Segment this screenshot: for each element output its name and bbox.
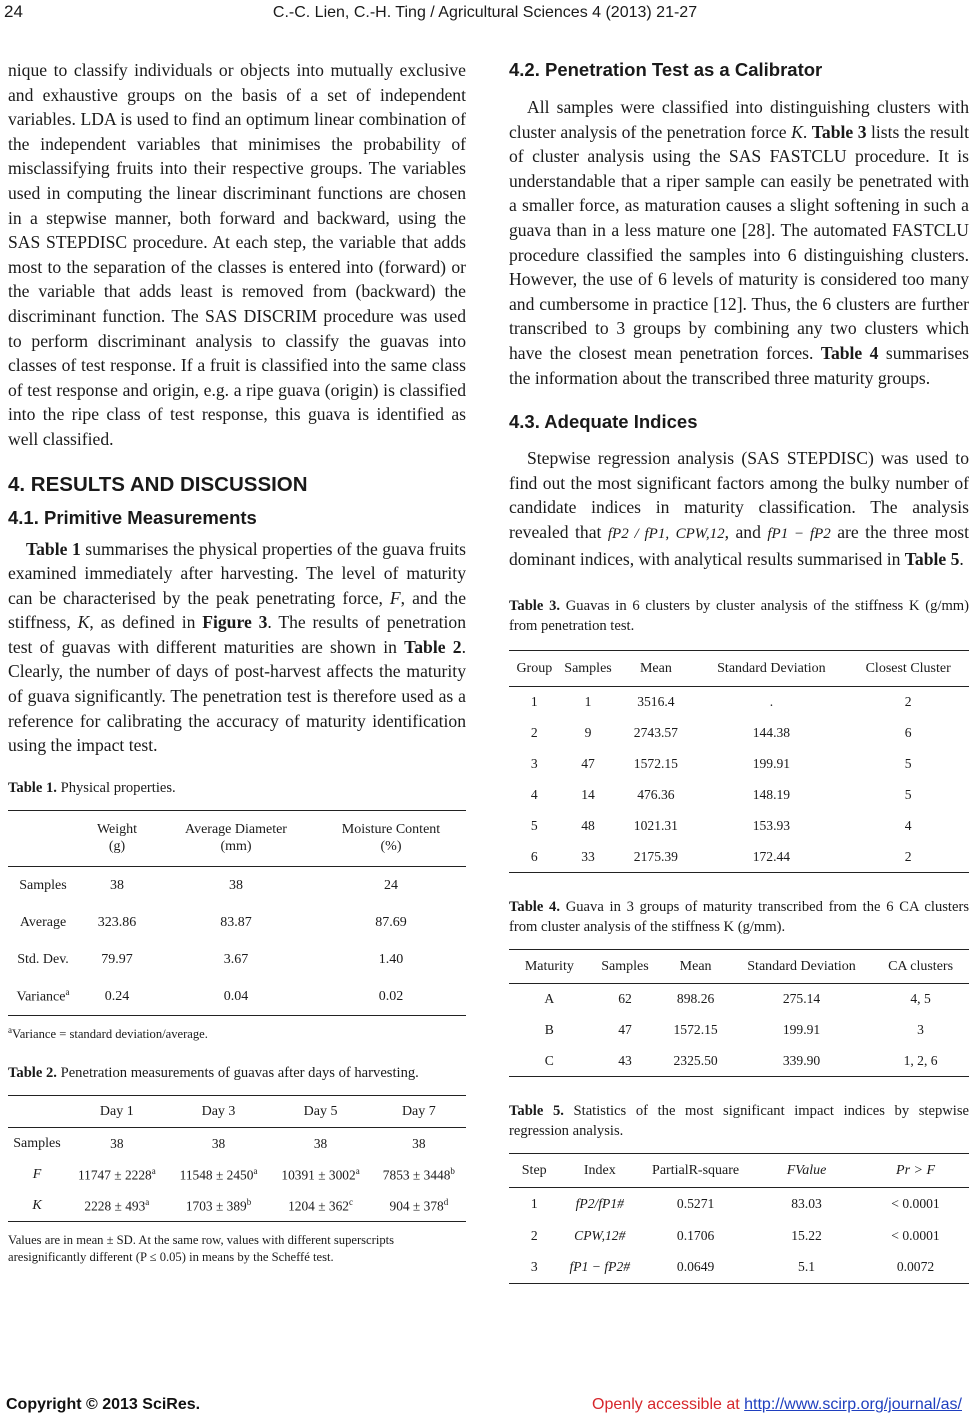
subsection-4-1-heading: 4.1. Primitive Measurements (8, 506, 257, 528)
table-3-cell: 33 (581, 848, 595, 864)
table-3-cell: 2743.57 (633, 725, 678, 741)
table-5-cell: fP1 − fP2# (569, 1259, 631, 1275)
table-4-cell: A (544, 991, 555, 1007)
table-2-caption: Table 2. Penetration measurements of guavas after days of harvesting. (8, 1065, 419, 1082)
table-4-cell: 275.14 (782, 991, 821, 1007)
table-2-note: Values are in mean ± SD. At the same row, values with different superscripts aresignificantly different (P ≤ 0.05) in means by the Scheffé test. (8, 1233, 395, 1265)
right-column (509, 55, 969, 1284)
open-access-footer: Openly accessible at http://www.scirp.org/journal/as/ (592, 1396, 962, 1413)
subsection-4-3-heading: 4.3. Adequate Indices (509, 411, 698, 433)
table-row (509, 984, 969, 1015)
index-fp1-minus-fp2: fP1 − fP2 (767, 525, 831, 542)
table-5-header-cell: FValue (786, 1162, 827, 1178)
table-2-header-cell (8, 1096, 66, 1128)
table-4-header-cell: Maturity (524, 958, 574, 974)
table-row (509, 1015, 969, 1046)
table-5-header-cell: Index (583, 1162, 616, 1178)
table-3-cell: 6 (530, 848, 538, 864)
table-row (509, 749, 969, 780)
table-2-cell: $904 \pm 378^d$ (389, 1197, 449, 1214)
table-row (509, 811, 969, 842)
table-4-cell: 898.26 (676, 991, 715, 1007)
table-row (8, 866, 466, 904)
table-2-cell: 38 (313, 1135, 328, 1151)
table-3-cell: 6 (904, 725, 912, 741)
table-row (509, 1046, 969, 1077)
table-3-caption: Table 3. Guavas in 6 clusters by cluster analysis of the stiffness K (g/mm) from penetration test. (509, 598, 970, 635)
table-1-cell: 83.87 (220, 914, 252, 930)
table-2-cell: $1703 \pm 389^b$ (185, 1197, 252, 1214)
table-1-note: $^a$Variance = standard deviation/average. (8, 1024, 208, 1042)
table-row (8, 904, 466, 941)
table-5-cell: fP2/fP1# (575, 1195, 624, 1211)
table-5-cell: 5.1 (798, 1259, 816, 1275)
table-4-header-cell: Samples (601, 958, 649, 974)
table-1-header-cell: Moisture Content (%) (341, 822, 441, 855)
left-column (8, 55, 466, 1266)
table-2-cell: 38 (211, 1135, 226, 1151)
table-1-header-cell: Weight (g) (96, 822, 138, 855)
table-1-cell: Std. Dev. (17, 951, 69, 967)
paragraph-4-1: Table 1 summarises the physical properties of the guava fruits examined immediately after harvesting. The level of maturity can be characterised by the peak penetrating force, F, and the stiffness, K, as defined in Figure 3. The results of penetration test of guavas with different maturities are shown in Table 2. Clearly, the number of days of post-harvest affects the maturity of guava significantly. The penetration test is therefore used as a reference for calibrating the accuracy of maturity identification using the impact test. (8, 538, 467, 756)
table-4-header-cell: Mean (679, 958, 712, 974)
table-3-cell: 144.38 (752, 725, 791, 741)
table-1-cell: 0.02 (378, 988, 404, 1004)
table-3-cell: 1572.15 (633, 756, 678, 772)
table-4-cell: 1, 2, 6 (903, 1052, 938, 1068)
table-4-cell: 339.90 (782, 1052, 821, 1068)
table-5-caption: Table 5. Statistics of the most significant impact indices by stepwise regression analysis. (509, 1103, 969, 1140)
table-2-cell: $7853 \pm 3448^b$ (382, 1166, 455, 1183)
table-3-cell: 48 (581, 818, 595, 834)
table-3-header-cell: Group (516, 660, 553, 676)
table-4-cell: B (544, 1022, 554, 1038)
table-1-cell: 87.69 (375, 914, 407, 930)
table-1-cell: 1.40 (378, 951, 404, 967)
table-3 (509, 650, 969, 873)
table-2-cell: $11548 \pm 2450^a$ (179, 1166, 258, 1183)
table-row (509, 687, 969, 718)
table-1-caption: Table 1. Physical properties. (8, 779, 176, 796)
table-3-header-cell: Closest Cluster (865, 660, 951, 676)
table-row (8, 1160, 466, 1191)
intro-paragraph: nique to classify individuals or objects into mutually exclusive and exhaustive groups on the basis of a set of independent variables. LDA is used to find an optimum linear combination of the independent variables that minimises the probability of misclassifying fruits into their respective groups. The variables used in computing the linear discriminant functions are chosen in a stepwise manner, both forward and backward, using the SAS STEPDISC procedure. At each step, the variable that adds most to the separation of the classes is entered into (forward) or the variable that adds least is removed from (backward) the discriminant function. The SAS DISCRIM procedure was used to perform discriminant analysis to classify the guavas into classes of test response. If a fruit is classified into the same class of test response and origin, e.g. a ripe guava (origin) is classified into the ripe class of test response, this guava is identified as well classified. (8, 60, 466, 449)
table-2-header-cell: Day 1 (99, 1103, 134, 1119)
table-2-header-cell: Day 5 (303, 1103, 338, 1119)
table-2-row-label: Samples (13, 1135, 61, 1151)
table-2-header-cell: Day 3 (201, 1103, 236, 1119)
running-title: C.-C. Lien, C.-H. Ting / Agricultural Sciences 4 (2013) 21-27 (272, 4, 698, 21)
table-1-cell: 0.24 (104, 988, 130, 1004)
table-2-cell: $11747 \pm 2228^a$ (77, 1166, 156, 1183)
table-row (8, 1191, 466, 1222)
table-3-cell: 148.19 (752, 787, 791, 803)
table-1-cell: 0.04 (223, 988, 249, 1004)
copyright-footer: Copyright © 2013 SciRes. (6, 1396, 201, 1413)
table-row (509, 1188, 969, 1220)
table-3-cell: 47 (581, 756, 595, 772)
table-1-cell: 323.86 (97, 914, 137, 930)
table-row (8, 1128, 466, 1160)
page-header (0, 2, 970, 26)
table-2-cell: $1204 \pm 362^c$ (288, 1197, 353, 1214)
table-4-cell: 3 (917, 1022, 924, 1038)
table-5-cell: 2 (530, 1227, 538, 1243)
table-3-cell: 1 (584, 694, 592, 710)
table-1-cell: 24 (384, 877, 398, 893)
table-5-cell: < 0.0001 (891, 1195, 940, 1211)
table-4-cell: 62 (618, 991, 632, 1007)
table-3-cell: 476.36 (637, 787, 675, 803)
page-number: 24 (4, 2, 23, 21)
table-3-cell: 172.44 (752, 848, 791, 864)
table-5-cell: 0.5271 (676, 1195, 715, 1211)
table-2 (8, 1095, 466, 1222)
table-3-cell: 1021.31 (633, 818, 678, 834)
table-row (509, 780, 969, 811)
table-4 (509, 949, 969, 1077)
table-1-cell: 38 (229, 877, 243, 893)
table-4-cell: 4, 5 (910, 991, 931, 1007)
table-3-cell: 3 (530, 756, 538, 772)
table-4-cell: 199.91 (782, 1022, 821, 1038)
paragraph-4-3: Stepwise regression analysis (SAS STEPDISC) was used to find out the most significant factors among the bulky number of candidate indices in maturity classification. The analysis revealed that fP2 / fP1, CPW,12, and fP1 − fP2 are the three most dominant indices, with analytical results summarised in Table 5. (509, 448, 969, 569)
table-4-cell: 43 (618, 1052, 632, 1068)
table-5-cell: 83.03 (791, 1195, 822, 1211)
table-5-header-cell: PartialR-square (652, 1162, 740, 1178)
table-3-cell: 4 (530, 787, 538, 803)
table-3-cell: 2175.39 (633, 848, 678, 864)
table-3-cell: 5 (904, 756, 912, 772)
table-3-header-cell: Samples (564, 660, 612, 676)
table-5-cell: 15.22 (791, 1227, 822, 1243)
table-3-header-cell: Standard Deviation (717, 660, 826, 676)
table-5-header-cell: Step (521, 1162, 547, 1178)
table-5-cell: CPW,12# (574, 1227, 626, 1243)
table-row (509, 1252, 969, 1284)
table-5 (509, 1153, 969, 1284)
table-4-cell: 1572.15 (673, 1022, 718, 1038)
table-4-header-cell: Standard Deviation (747, 958, 856, 974)
table-3-cell: 14 (581, 787, 595, 803)
paragraph-4-2: All samples were classified into distinguishing clusters with cluster analysis of the penetration force K. Table 3 lists the result of cluster analysis using the SAS FASTCLU procedure. It is understandable that a riper sample can easily be penetrated with a smaller force, as maturation causes a slight softening in such a guava than in a less mature one [28]. The automated FASTCLU procedure classified the samples into 6 distinguishing clusters. However, the use of 6 levels of maturity is considered too many and cumbersome in practice [12]. Thus, the 6 clusters are further transcribed to 3 groups by combining any two clusters which have the closest mean penetration forces. Table 4 summarises the information about the transcribed three maturity groups. (509, 97, 970, 388)
table-5-cell: 0.0649 (676, 1259, 715, 1275)
index-fp2-over-fp1: fP2 / fP1, (607, 525, 670, 542)
table-3-cell: 199.91 (752, 756, 791, 772)
table-row (8, 941, 466, 978)
table-4-header-cell: CA clusters (888, 958, 954, 974)
table-1-cell: Variance$^a$ (16, 987, 70, 1005)
table-1-header-cell: Average Diameter (mm) (185, 822, 287, 855)
section-4-heading: 4. RESULTS AND DISCUSSION (8, 472, 308, 496)
table-2-row-label: K (32, 1197, 42, 1213)
table-3-cell: 1 (530, 694, 538, 710)
table-1-cell: 79.97 (101, 951, 133, 967)
table-2-cell: 38 (412, 1135, 426, 1151)
table-2-cell: 38 (110, 1135, 124, 1151)
table-1-cell: 3.67 (223, 951, 249, 967)
table-1 (8, 810, 466, 1016)
journal-link[interactable]: http://www.scirp.org/journal/as/ (744, 1396, 962, 1413)
table-3-cell: 5 (530, 818, 538, 834)
table-5-cell: 0.0072 (896, 1259, 935, 1275)
table-1-cell: Samples (19, 877, 67, 893)
table-2-header-cell: Day 7 (401, 1103, 436, 1119)
index-cpw12: CPW,12 (675, 525, 725, 542)
table-row (509, 842, 969, 873)
table-3-cell: 2 (904, 848, 912, 864)
table-3-cell: 4 (904, 818, 912, 834)
table-row (509, 1220, 969, 1252)
table-5-cell: 1 (530, 1195, 538, 1211)
subsection-4-2-heading: 4.2. Penetration Test as a Calibrator (509, 59, 823, 80)
table-4-caption: Table 4. Guava in 3 groups of maturity transcribed from the 6 CA clusters from cluster analysis of the stiffness K (g/mm). (509, 899, 969, 936)
table-3-cell: 3516.4 (637, 694, 675, 710)
table-3-cell: . (769, 694, 774, 710)
table-row (509, 718, 969, 749)
table-1-header-cell (8, 810, 78, 866)
table-3-header-cell: Mean (639, 660, 672, 676)
table-1-cell: 38 (110, 877, 124, 893)
table-5-cell: 0.1706 (676, 1227, 715, 1243)
table-3-cell: 153.93 (752, 818, 791, 834)
table-3-cell: 5 (904, 787, 912, 803)
table-4-cell: 2325.50 (673, 1052, 718, 1068)
table-3-cell: 2 (530, 725, 538, 741)
table-4-cell: C (544, 1052, 554, 1068)
table-1-cell: Average (19, 914, 67, 930)
table-5-cell: < 0.0001 (891, 1227, 940, 1243)
table-5-cell: 3 (530, 1259, 538, 1275)
table-2-cell: $2228 \pm 493^a$ (84, 1197, 150, 1214)
table-3-cell: 9 (584, 725, 592, 741)
table-3-cell: 2 (904, 694, 912, 710)
table-2-row-label: F (32, 1167, 42, 1183)
table-2-cell: $10391 \pm 3002^a$ (281, 1166, 360, 1183)
table-5-header-cell: Pr > F (896, 1162, 936, 1178)
table-4-cell: 47 (618, 1022, 632, 1038)
table-row (8, 978, 466, 1015)
